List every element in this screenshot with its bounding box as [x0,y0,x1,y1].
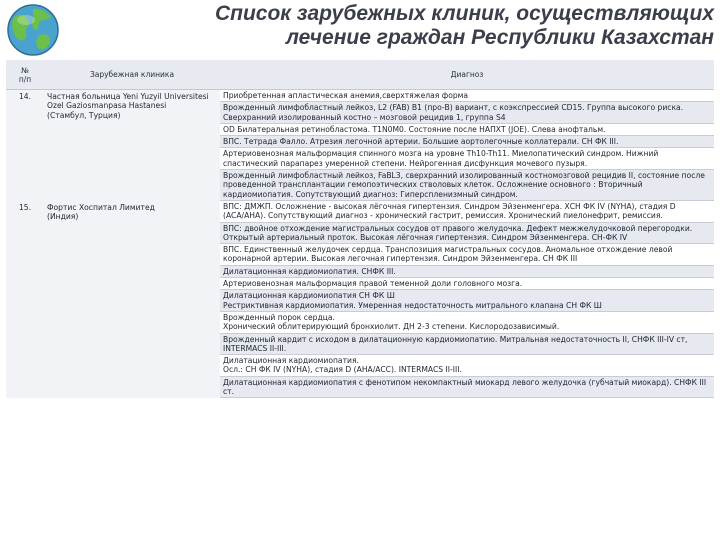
clinics-table [6,60,714,398]
header-num: № п/п [6,60,44,90]
globe-icon [4,3,64,57]
title-line-1: Список зарубежных клиник, осуществляющих [214,2,714,25]
clinic-name: Частная больница Yeni Yuzyil Universitesi Ozel Gaziosmanpasa Hastanesi (Стамбул, Турция) [44,90,220,201]
header-diagnosis: Диагноз [220,60,714,90]
diagnosis-item: ВПС: ДМЖП. Осложнение - высокая лёгочная гипертензия. Синдром Эйзенменгера. ХСН ФК IV (NYHA), стадия D (ACA/AHA). Сопутствующий диагноз - хронический гастрит, ремиссия. Хронический пиелонефрит, ремиссия. [220,201,714,223]
diagnosis-item: OD Билатеральная ретинобластома. T1N0M0. Состояние после НАПХТ (JOE). Слева анофтальм. [220,124,714,136]
diagnosis-item: Врожденный лимфобластный лейкоз, FaBL3, сверхранний изолированный костномозговой рецидив II, состояние после проведенной трансплантации гемопоэтических стволовых клеток. Осложнение основного : Вторичный кардиомиопатия. Сопутствующий диагноз: Гиперспленизмный синдром. [220,170,714,201]
diagnosis-item: Дилатационная кардиомиопатия. Осл.: СН ФК IV (NYHA), стадия D (AHA/ACC). INTERMACS II-III. [220,355,714,377]
diagnosis-cell [220,201,714,398]
header-clinic: Зарубежная клиника [44,60,220,90]
diagnosis-item: Врожденный кардит с исходом в дилатационную кардиомиопатию. Митральная недостаточность II, СНФК III-IV ст, INTERMACS II-III. [220,334,714,356]
table-header-row [6,60,714,90]
diagnosis-item: Артериовенозная мальформация спинного мозга на уровне Th10-Th11. Миелопатический синдром. Нижний спастический парапарез умеренной степени. Нейрогенная дисфункция мочевого пузыря. [220,148,714,170]
page-title [90,2,714,50]
diagnosis-item: ВПС: двойное отхождение магистральных сосудов от правого желудочка. Дефект межжелудочковой перегородки. Открытый артериальный проток. Высокая лёгочная гипертензия. Синдром Эйзенменгера. СН-ФК IV [220,223,714,245]
diagnosis-item: Врожденный порок сердца. Хронический облитерирующий бронхиолит. ДН 2-3 степени. Кислородозависимый. [220,312,714,334]
diagnosis-item: ВПС. Единственный желудочек сердца. Транспозиция магистральных сосудов. Аномальное отхождение левой коронарной артерии. Высокая легочная гипертензия. Синдром Эйзенменгера. СН ФК III [220,244,714,266]
row-number: 15. [6,201,44,398]
diagnosis-item: Приобретенная апластическая анемия,сверхтяжелая форма [220,90,714,102]
table-row [6,90,714,201]
diagnosis-item: Дилатационная кардиомиопатия. СНФК III. [220,266,714,278]
row-number: 14. [6,90,44,201]
clinic-name: Фортис Хоспитал Лимитед (Индия) [44,201,220,398]
title-line-2: лечение граждан Республики Казахстан [285,26,714,49]
diagnosis-item: Дилатационная кардиомиопатия СН ФК Ш Рестриктивная кардиомиопатия. Умеренная недостаточность митрального клапана СН ФК Ш [220,290,714,312]
diagnosis-cell [220,90,714,201]
table-row [6,201,714,398]
diagnosis-item: Артериовенозная мальформация правой теменной доли головного мозга. [220,278,714,290]
diagnosis-item: ВПС. Тетрада Фалло. Атрезия легочной артерии. Большие аортолегочные коллатерали. СН ФК III. [220,136,714,148]
diagnosis-item: Врожденный лимфобластный лейкоз, L2 (FAB) B1 (про-В) вариант, с коэкспрессией CD15. Группа высокого риска. Сверхранний изолированный костно – мозговой рецидив 1, группа S4 [220,102,714,124]
diagnosis-item: Дилатационная кардиомиопатия с фенотипом некомпактный миокард левого желудочка (губчатый миокард). СНФК III ст. [220,377,714,399]
